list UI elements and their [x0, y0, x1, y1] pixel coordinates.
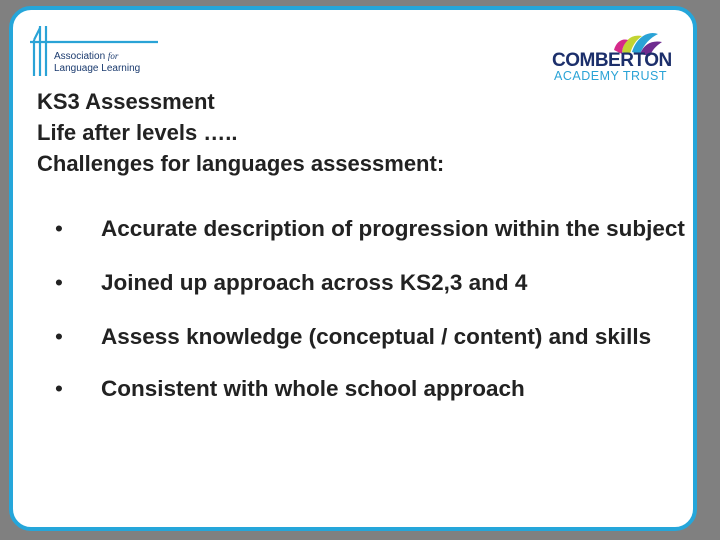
- all-logo: [30, 24, 165, 82]
- comberton-subtitle: ACADEMY TRUST: [554, 69, 668, 83]
- heading-line-2: Life after levels …..: [37, 120, 238, 145]
- bullet-marker: •: [55, 324, 63, 349]
- bullet-text: Consistent with whole school approach: [101, 376, 525, 401]
- heading-line-1: KS3 Assessment: [37, 89, 215, 114]
- all-logo-line2: Language Learning: [54, 63, 141, 74]
- bullet-marker: •: [55, 270, 63, 295]
- bullet-item: [55, 372, 691, 406]
- bullet-text: Joined up approach across KS2,3 and 4: [101, 270, 528, 295]
- comberton-name: COMBERTON: [552, 50, 672, 71]
- bullet-marker: •: [55, 376, 63, 401]
- all-logo-for: for: [107, 51, 119, 61]
- bullet-text: Assess knowledge (conceptual / content) and skills: [101, 324, 652, 349]
- bullet-item: [55, 212, 691, 246]
- heading-line-3: Challenges for languages assessment:: [37, 151, 445, 176]
- comberton-logo: [552, 28, 670, 82]
- slide-heading: [37, 86, 444, 179]
- bullet-text: Accurate description of progression within the subject: [101, 216, 685, 241]
- bullet-item: [55, 266, 691, 300]
- all-logo-text: [54, 50, 140, 75]
- bullet-marker: •: [55, 216, 63, 241]
- bullet-item: [55, 320, 691, 354]
- all-logo-line1: Association: [54, 51, 106, 62]
- bullet-list: [55, 212, 695, 406]
